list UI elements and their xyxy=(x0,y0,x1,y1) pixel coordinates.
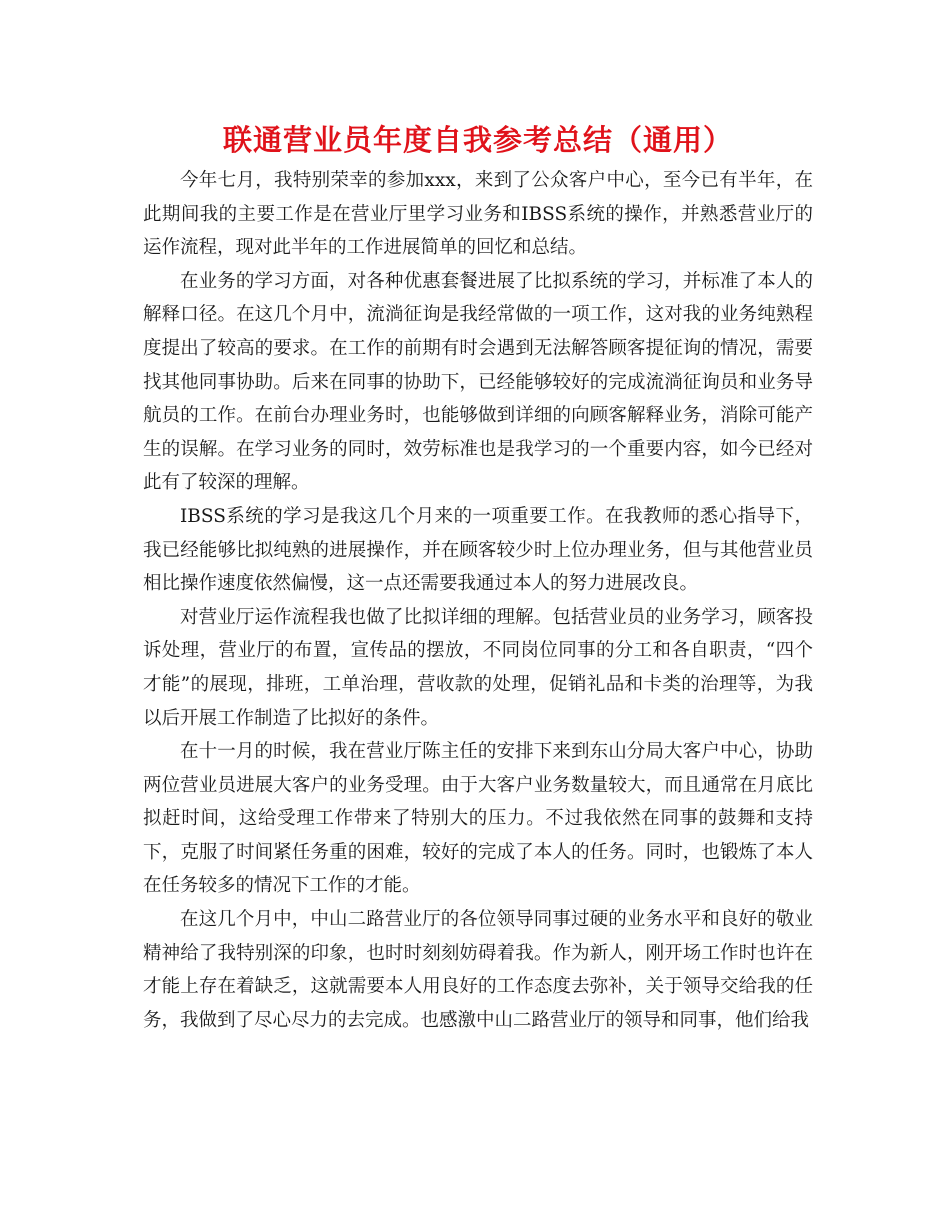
paragraph-5: 在十一月的时候，我在营业厅陈主任的安排下来到东山分局大客户中心，协助两位营业员进展大客户的业务受理。由于大客户业务数量较大，而且通常在月底比拟赶时间，这给受理工作带来了特别大的压力。不过我依然在同事的鼓舞和支持下，克服了时间紧任务重的困难，较好的完成了本人的任务。同时，也锻炼了本人在任务较多的情况下工作的才能。 xyxy=(143,741,813,897)
document-title: 联通营业员年度自我参考总结（通用） xyxy=(222,123,733,157)
document-page xyxy=(143,118,813,1037)
paragraph-3: IBSS系统的学习是我这几个月来的一项重要工作。在我教师的悉心指导下，我已经能够比拟纯熟的进展操作，并在顾客较少时上位办理业务，但与其他营业员相比操作速度依然偏慢，这一点还需要我通过本人的努力进展改良。 xyxy=(143,505,813,595)
paragraph-1: 今年七月，我特别荣幸的参加xxx，来到了公众客户中心，至今已有半年，在此期间我的主要工作是在营业厅里学习业务和IBSS系统的操作，并熟悉营业厅的运作流程，现对此半年的工作进展简单的回忆和总结。 xyxy=(143,170,813,259)
paragraph-4: 对营业厅运作流程我也做了比拟详细的理解。包括营业员的业务学习，顾客投诉处理，营业厅的布置，宣传品的摆放，不同岗位同事的分工和各自职责，“四个才能”的展现，排班，工单治理，营收款的处理，促销礼品和卡类的治理等，为我以后开展工作制造了比拟好的条件。 xyxy=(143,606,813,729)
paragraph-6: 在这几个月中，中山二路营业厅的各位领导同事过硬的业务水平和良好的敬业精神给了我特别深的印象，也时时刻刻妨碍着我。作为新人，刚开场工作时也许在才能上存在着缺乏，这就需要本人用良好的工作态度去弥补，关于领导交给我的任务，我做到了尽心尽力的去完成。也感激中山二路营业厅的领导和同事，他们给我 xyxy=(143,909,813,1031)
paragraph-2: 在业务的学习方面，对各种优惠套餐进展了比拟系统的学习，并标准了本人的解释口径。在这几个月中，流淌征询是我经常做的一项工作，这对我的业务纯熟程度提出了较高的要求。在工作的前期有时会遇到无法解答顾客提征询的情况，需要找其他同事协助。后来在同事的协助下，已经能够较好的完成流淌征询员和业务导航员的工作。在前台办理业务时，也能够做到详细的向顾客解释业务，消除可能产生的误解。在学习业务的同时，效劳标准也是我学习的一个重要内容，如今已经对此有了较深的理解。 xyxy=(143,270,813,494)
